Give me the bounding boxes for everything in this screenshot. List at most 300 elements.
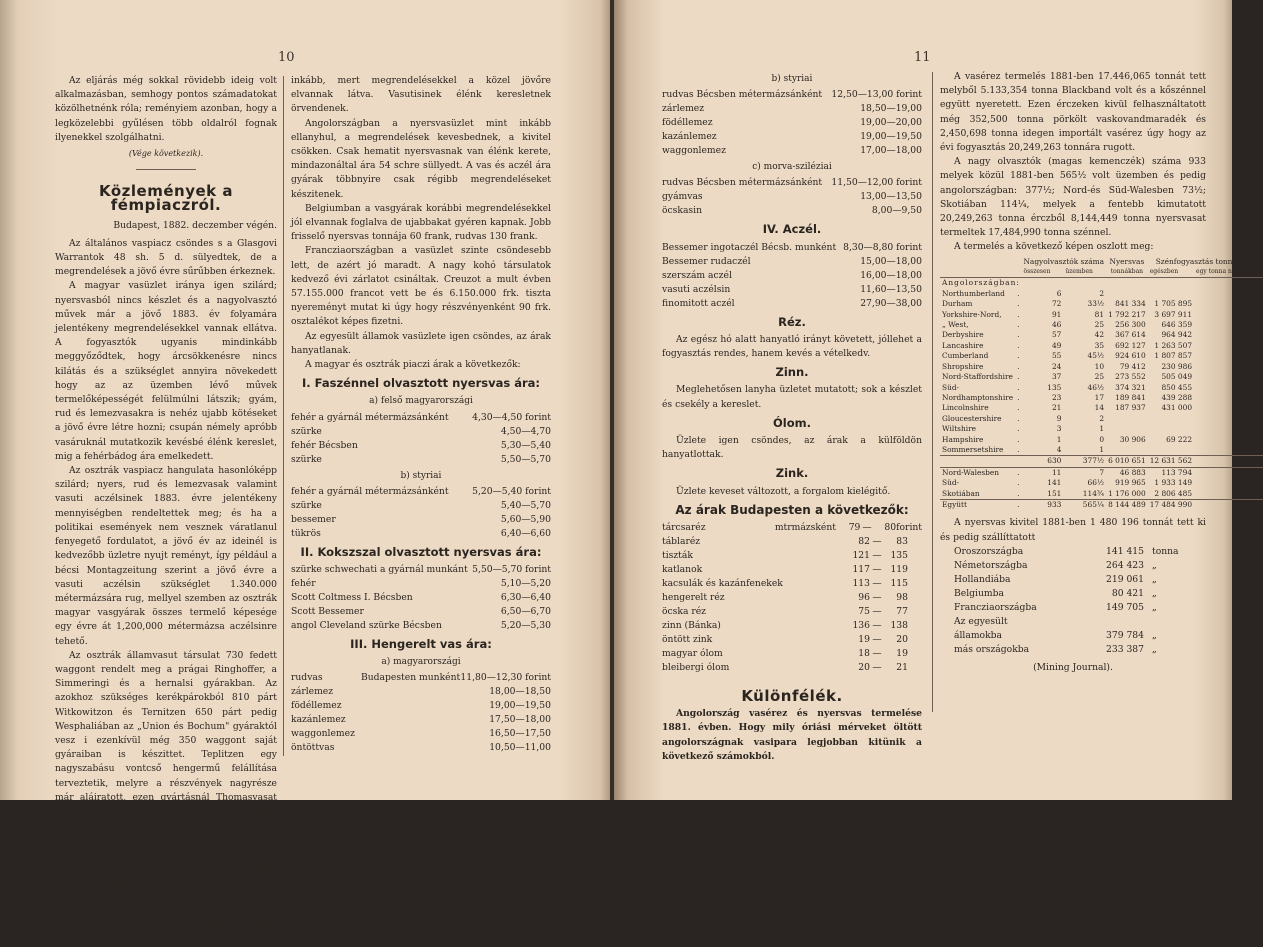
price-place bbox=[361, 713, 441, 727]
table-cell: Nord-Staffordshire bbox=[942, 372, 1013, 382]
price-value: 5,50—5,70 forint bbox=[472, 564, 551, 576]
table-cell: 2,06 bbox=[1244, 309, 1262, 319]
table-cell: 55 bbox=[1051, 351, 1062, 361]
table-cell: 3 bbox=[1056, 424, 1062, 434]
price-row bbox=[291, 425, 551, 439]
price-value: 13,00—13,50 bbox=[860, 191, 922, 203]
metal-unit bbox=[782, 647, 844, 661]
table-cell: 1 705 895 bbox=[1154, 299, 1193, 309]
table-cell: . bbox=[1017, 467, 1020, 477]
section-1-sub-1: a) felső magyarországi bbox=[369, 396, 473, 407]
budapest-price-row bbox=[662, 521, 922, 535]
header-furnaces: Nagyolvasztók száma bbox=[1023, 256, 1105, 266]
price-label: szürke bbox=[291, 499, 322, 511]
metal-unit bbox=[782, 563, 844, 577]
table-cell: . bbox=[1017, 382, 1020, 392]
table-row bbox=[940, 489, 1263, 500]
price-value: 19,00—19,50 bbox=[489, 700, 551, 712]
price-value: 19,00—20,00 bbox=[860, 117, 922, 129]
metal-unit bbox=[782, 605, 844, 619]
budapest-price-row bbox=[662, 661, 922, 675]
table-cell: Lancashire bbox=[942, 340, 984, 350]
price-dash: — bbox=[872, 606, 882, 618]
total-row bbox=[940, 499, 1263, 510]
kulonfelek-title: Különfélék. bbox=[741, 687, 843, 706]
price-dash: — bbox=[862, 522, 872, 534]
table-cell: 10 bbox=[1094, 361, 1105, 371]
export-row bbox=[954, 629, 1206, 643]
table-cell: 37 bbox=[1051, 372, 1062, 382]
table-cell: Gloucestershire bbox=[942, 413, 1002, 423]
price-label: Bessemer rudaczél bbox=[662, 255, 751, 267]
price-row bbox=[291, 605, 551, 619]
price-high: 80 bbox=[884, 522, 897, 534]
price-label: fehér a gyárnál métermázsánként bbox=[291, 485, 449, 497]
metal-label: katlanok bbox=[662, 564, 703, 576]
section-1-title: I. Faszénnel olvasztott nyersvas ára: bbox=[302, 376, 540, 391]
ore-paragraph: A vasérez termelés 1881-ben 17.446,065 tonnát tett melyből 5.133,354 tonna Blackband volt és a kőszénnel együtt nyeretett. Ezen érczeken kivül felhasználtatott még 352,500 tonna pörkölt vaskovandmaradék és 2,450,698 tonna idegen importált vasérez úgy hogy az évi fogyasztás 20,249,263 tonnára rugott. bbox=[940, 71, 1206, 154]
table-cell: Sommersetshire bbox=[942, 444, 1004, 454]
table-cell: Shropshire bbox=[942, 361, 984, 371]
table-cell: 79 412 bbox=[1119, 361, 1146, 371]
price-row bbox=[291, 671, 551, 685]
table-cell: 2,11 bbox=[1244, 478, 1262, 488]
price-value: 5,20—5,40 forint bbox=[472, 485, 551, 497]
table-cell: . bbox=[1017, 424, 1020, 434]
metal-label: hengerelt réz bbox=[662, 592, 725, 604]
table-cell bbox=[1148, 445, 1194, 456]
price-row bbox=[662, 88, 922, 102]
price-low: 18 bbox=[858, 648, 870, 660]
price-row bbox=[291, 727, 551, 741]
table-cell: Derbyshire bbox=[942, 330, 984, 340]
price-value: 27,90—38,00 bbox=[860, 297, 922, 309]
price-row bbox=[662, 190, 922, 204]
page-number-left: 10 bbox=[278, 50, 295, 65]
table-row bbox=[940, 330, 1263, 340]
export-intro: A nyersvas kivitel 1881-ben 1 480 196 tonnát tett ki és pedig szállíttatott bbox=[940, 517, 1206, 543]
price-value: 6,40—6,60 bbox=[500, 527, 551, 539]
price-row bbox=[291, 563, 551, 577]
table-cell: 919 965 bbox=[1115, 478, 1146, 488]
export-tons: 264 423 bbox=[1106, 559, 1144, 571]
price-currency bbox=[908, 535, 922, 549]
export-country: Oroszországba bbox=[954, 545, 1024, 557]
table-cell: 14 bbox=[1094, 403, 1105, 413]
table-cell: 57 bbox=[1051, 330, 1062, 340]
metal-label: táblaréz bbox=[662, 536, 701, 548]
budapest-prices-title: Az árak Budapesten a következők: bbox=[675, 502, 909, 517]
table-cell: Süd- bbox=[942, 478, 960, 488]
price-row bbox=[291, 453, 551, 467]
col2-paragraph-6: A magyar és osztrák piaczi árak a következők: bbox=[305, 359, 521, 371]
price-high: 115 bbox=[890, 578, 908, 590]
price-value: 11,80—12,30 forint bbox=[460, 672, 551, 684]
price-dash: — bbox=[872, 634, 882, 646]
price-currency bbox=[908, 619, 922, 633]
table-cell: 66½ bbox=[1087, 478, 1105, 488]
table-row bbox=[940, 299, 1263, 309]
metal-unit bbox=[782, 591, 844, 605]
export-row bbox=[954, 545, 1206, 559]
header-coal: Szénfogyasztás tonnákban bbox=[1155, 256, 1256, 266]
price-row bbox=[662, 144, 922, 158]
table-cell: . bbox=[1017, 299, 1020, 309]
price-dash: — bbox=[872, 550, 882, 562]
table-cell: 33½ bbox=[1087, 299, 1105, 309]
table-cell: . bbox=[1017, 403, 1020, 413]
price-row bbox=[291, 513, 551, 527]
table-cell: 72 bbox=[1051, 299, 1062, 309]
export-country: Németországba bbox=[954, 559, 1028, 571]
export-tons: 233 387 bbox=[1106, 643, 1144, 655]
table-cell bbox=[1194, 289, 1263, 299]
table-cell: 6 bbox=[1056, 288, 1062, 298]
styriai-sub: b) styriai bbox=[771, 74, 813, 84]
price-value: 8,30—8,80 forint bbox=[843, 241, 922, 253]
table-cell: 187 937 bbox=[1115, 403, 1146, 413]
export-row bbox=[954, 559, 1206, 573]
table-cell: 1,98 bbox=[1244, 351, 1262, 361]
table-cell: 3 697 911 bbox=[1154, 309, 1193, 319]
table-cell: 6 010 651 bbox=[1108, 456, 1146, 466]
table-cell: Lincolnshire bbox=[942, 403, 989, 413]
table-cell: 439 288 bbox=[1161, 392, 1193, 402]
metal-unit: mtrmázsként bbox=[774, 522, 836, 534]
table-cell: 46½ bbox=[1087, 382, 1105, 392]
subheader: tonnákban bbox=[1110, 268, 1144, 276]
price-value: 5,60—5,90 bbox=[500, 513, 551, 525]
export-unit bbox=[1144, 615, 1152, 629]
export-country: államokba bbox=[954, 629, 1003, 641]
column-divider bbox=[932, 72, 933, 712]
export-row bbox=[954, 601, 1206, 615]
distribution-intro: A termelés a következő képen oszlott meg: bbox=[954, 241, 1154, 253]
kulonfelek-text: Angolország vasérez és nyersvas termelése 1881. évben. Hogy mily óriási mérveket öltött angolországnak vasipara legjobban kitünik a következő számokból. bbox=[662, 708, 922, 762]
price-label: födéllemez bbox=[662, 117, 713, 129]
price-value: 12,50—13,00 forint bbox=[831, 89, 922, 101]
table-cell bbox=[1148, 424, 1194, 434]
price-row bbox=[291, 577, 551, 591]
table-cell: 113 794 bbox=[1161, 467, 1193, 477]
table-cell: 0 bbox=[1099, 434, 1105, 444]
price-currency bbox=[908, 563, 922, 577]
table-row bbox=[940, 467, 1263, 478]
metal-label: kacsulák és kazánfenekek bbox=[662, 578, 783, 590]
price-label: zárlemez bbox=[291, 686, 334, 698]
table-cell: . bbox=[1017, 288, 1020, 298]
table-cell: . bbox=[1017, 340, 1020, 350]
price-row bbox=[662, 283, 922, 297]
right-column-1 bbox=[662, 70, 922, 764]
subheader: egy tonna nyersvasra bbox=[1196, 268, 1262, 276]
price-low: 136 bbox=[852, 620, 870, 632]
table-cell: . bbox=[1017, 309, 1020, 319]
table-cell: 151 bbox=[1047, 488, 1062, 498]
table-cell: 1 933 149 bbox=[1154, 478, 1193, 488]
price-low: 96 bbox=[858, 592, 870, 604]
export-country: Francziaországba bbox=[954, 601, 1037, 613]
price-label: tükrös bbox=[291, 527, 321, 539]
price-row bbox=[291, 713, 551, 727]
price-dash: — bbox=[872, 620, 882, 632]
metal-unit bbox=[782, 577, 844, 591]
price-row bbox=[291, 591, 551, 605]
price-row bbox=[662, 255, 922, 269]
continued-note: (Vége következik). bbox=[128, 149, 204, 159]
paragraph-5: Németországban a vasforgalom csöndes. A nyersvas és rudvas vevők igen tartózkodó állást foglaltak el azon árcsökkenő irányzat szemben, melyet az angol és amerikai nyersvasüzlet felmutat. A német nagyolvasztó művek mindazonáltal ragaszkodnak jelen áraikhoz, annál- bbox=[55, 848, 277, 945]
table-cell: 933 bbox=[1047, 499, 1062, 509]
budapest-price-row bbox=[662, 619, 922, 633]
table-cell bbox=[940, 456, 1015, 467]
price-label: waggonlemez bbox=[291, 728, 355, 740]
table-cell: 25 bbox=[1094, 320, 1105, 330]
table-cell: 1 bbox=[1056, 434, 1062, 444]
col2-paragraph-4: Francziaországban a vasüzlet szinte csöndesebb lett, de azért jó maradt. A nagy kohó társulatok kedvező évi zárlatot csináltak. Creuzot a mult évben 57.155.000 francot vett be és 6.150.000 frk. tiszta nyereményt mutat ki úgy hogy részvényenként 90 frk. osztalékot képes fizetni. bbox=[291, 245, 551, 328]
budapest-price-list bbox=[662, 521, 922, 675]
price-label: szürke bbox=[291, 453, 322, 465]
price-row bbox=[291, 439, 551, 453]
table-cell bbox=[1194, 424, 1263, 434]
budapest-price-row bbox=[662, 563, 922, 577]
price-dash: — bbox=[872, 662, 882, 674]
price-label: öntöttvas bbox=[291, 742, 335, 754]
section-title: Közlemények a fémpiaczról. bbox=[99, 182, 233, 215]
table-row bbox=[940, 289, 1263, 299]
price-label: angol Cleveland szürke Bécsben bbox=[291, 620, 442, 632]
price-value: 8,00—9,50 bbox=[871, 205, 922, 217]
table-cell: 841 334 bbox=[1115, 299, 1146, 309]
price-value: 15,00—18,00 bbox=[860, 255, 922, 267]
table-cell: . bbox=[1017, 320, 1020, 330]
metal-label: tiszták bbox=[662, 550, 693, 562]
table-cell: 692 127 bbox=[1115, 340, 1146, 350]
price-currency bbox=[908, 577, 922, 591]
section-2-title: II. Kokszszal olvasztott nyersvas ára: bbox=[300, 544, 542, 559]
table-cell: 2,28 bbox=[1244, 382, 1262, 392]
price-currency bbox=[908, 549, 922, 563]
budapest-price-row bbox=[662, 633, 922, 647]
table-cell: 1,81 bbox=[1244, 340, 1262, 350]
col2-paragraph-5: Az egyesült államok vasüzlete igen csöndes, az árak hanyatlanak. bbox=[291, 330, 551, 356]
table-cell: 12 631 562 bbox=[1149, 456, 1193, 466]
price-high: 119 bbox=[890, 564, 908, 576]
table-cell: Hampshire bbox=[942, 434, 984, 444]
table-cell: . bbox=[1017, 499, 1020, 509]
table-cell: . bbox=[1017, 392, 1020, 402]
price-place bbox=[361, 685, 441, 699]
table-cell bbox=[1148, 289, 1194, 299]
table-row bbox=[940, 424, 1263, 434]
column-divider bbox=[283, 76, 284, 756]
table-row bbox=[940, 362, 1263, 372]
zink-text: Üzlete keveset változott, a forgalom kielégitő. bbox=[676, 485, 891, 497]
price-value: 6,50—6,70 bbox=[500, 606, 551, 618]
table-cell: 2 bbox=[1099, 413, 1105, 423]
table-cell: 256 300 bbox=[1115, 320, 1146, 330]
price-value: 10,50—11,00 bbox=[489, 742, 551, 754]
price-row bbox=[291, 485, 551, 499]
table-cell: 9 bbox=[1056, 413, 1062, 423]
table-cell bbox=[1106, 414, 1148, 424]
table-cell: 23 bbox=[1051, 392, 1062, 402]
table-cell: 69 222 bbox=[1166, 434, 1193, 444]
price-currency bbox=[908, 605, 922, 619]
table-cell bbox=[1106, 445, 1148, 456]
table-cell: Yorkshire-Nord, bbox=[942, 309, 1002, 319]
price-row bbox=[291, 685, 551, 699]
subheader: üzemben bbox=[1065, 268, 1093, 276]
price-high: 135 bbox=[890, 550, 908, 562]
export-tons: 80 421 bbox=[1111, 587, 1144, 599]
table-row bbox=[940, 383, 1263, 393]
price-label: gyámvas bbox=[662, 191, 703, 203]
export-row bbox=[954, 615, 1206, 629]
export-unit: „ bbox=[1152, 559, 1157, 571]
metal-label: bleibergi ólom bbox=[662, 662, 730, 674]
price-row bbox=[291, 699, 551, 713]
table-cell: . bbox=[1017, 351, 1020, 361]
table-cell: 1 bbox=[1099, 424, 1105, 434]
table-cell: 7 bbox=[1099, 467, 1105, 477]
price-label: kazánlemez bbox=[291, 714, 346, 726]
price-high: 20 bbox=[896, 634, 908, 646]
rez-text: Az egész hó alatt hanyatló irányt követett, jóllehet a fogyasztás rendes, hanem kevés a vételkedv. bbox=[662, 333, 922, 360]
table-cell: Durham bbox=[942, 299, 973, 309]
table-cell: 42 bbox=[1094, 330, 1105, 340]
price-value: 16,00—18,00 bbox=[860, 269, 922, 281]
price-label: fehér bbox=[291, 578, 316, 590]
table-cell: 850 455 bbox=[1161, 382, 1193, 392]
export-unit: „ bbox=[1152, 629, 1157, 641]
table-cell: 565¼ bbox=[1082, 499, 1105, 509]
price-row bbox=[291, 619, 551, 633]
price-dash: — bbox=[872, 564, 882, 576]
metal-unit bbox=[782, 549, 844, 563]
table-cell: 377½ bbox=[1082, 456, 1105, 466]
metal-label: magyar ólom bbox=[662, 648, 723, 660]
price-low: 113 bbox=[852, 578, 870, 590]
subheader: egészben bbox=[1149, 268, 1179, 276]
export-row bbox=[954, 573, 1206, 587]
table-cell: 4 bbox=[1056, 444, 1062, 454]
export-tons: 141 415 bbox=[1106, 545, 1144, 557]
price-low: 19 bbox=[858, 634, 870, 646]
price-high: 83 bbox=[896, 536, 908, 548]
table-cell: 24 bbox=[1051, 361, 1062, 371]
price-row bbox=[291, 527, 551, 541]
table-group-label: Angolországban: bbox=[942, 278, 1020, 288]
table-row bbox=[940, 310, 1263, 320]
table-cell: 141 bbox=[1047, 478, 1062, 488]
price-value: 5,40—5,70 bbox=[500, 499, 551, 511]
left-page bbox=[0, 0, 612, 945]
metal-unit bbox=[782, 619, 844, 633]
table-cell: „ West, bbox=[942, 320, 969, 330]
section-3-title: III. Hengerelt vas ára: bbox=[350, 637, 492, 652]
price-row bbox=[662, 102, 922, 116]
price-label: szürke bbox=[291, 425, 322, 437]
table-row bbox=[940, 403, 1263, 413]
dateline: Budapest, 1882. deczember végén. bbox=[113, 219, 277, 231]
col2-paragraph-1: inkább, mert megrendelésekkel a közel jövőre elvannak látva. Vasutisinek élénk keresletnek örvendenek. bbox=[291, 75, 551, 115]
subheader: összesen bbox=[1023, 268, 1051, 276]
export-row bbox=[954, 587, 1206, 601]
section-1-sub-2: b) styriai bbox=[400, 470, 442, 481]
table-cell: 46 bbox=[1051, 320, 1062, 330]
price-place bbox=[361, 727, 441, 741]
price-list bbox=[662, 241, 922, 311]
price-label: Scott Bessemer bbox=[291, 606, 364, 618]
price-value: 19,00—19,50 bbox=[860, 131, 922, 143]
price-dash: — bbox=[872, 648, 882, 660]
table-cell: 2,15 bbox=[1244, 499, 1262, 509]
export-tons: 149 705 bbox=[1106, 601, 1144, 613]
budapest-price-row bbox=[662, 577, 922, 591]
price-low: 75 bbox=[858, 606, 870, 618]
price-value: 5,50—5,70 bbox=[500, 453, 551, 465]
export-tons bbox=[1084, 615, 1144, 629]
table-cell: 2,09 bbox=[1244, 361, 1262, 371]
price-row bbox=[291, 741, 551, 755]
budapest-price-row bbox=[662, 591, 922, 605]
table-cell: 431 000 bbox=[1161, 403, 1193, 413]
table-cell: 2 806 485 bbox=[1154, 488, 1193, 498]
price-value: 6,30—6,40 bbox=[500, 592, 551, 604]
page-number-right: 11 bbox=[914, 50, 931, 65]
price-value: 11,60—13,50 bbox=[860, 283, 922, 295]
price-value: 11,50—12,00 forint bbox=[831, 177, 922, 189]
export-country: Hollandiába bbox=[954, 573, 1011, 585]
price-row bbox=[291, 499, 551, 513]
metal-unit bbox=[782, 535, 844, 549]
table-cell: 646 359 bbox=[1161, 320, 1193, 330]
table-cell: 8 144 489 bbox=[1108, 499, 1146, 509]
right-page bbox=[614, 0, 1262, 800]
price-label: öcskasin bbox=[662, 205, 703, 217]
table-cell: 35 bbox=[1094, 340, 1105, 350]
paragraph-3: Az osztrák vaspiacz hangulata hasonlóképp szilárd; nyers, rud és lemezvasak valamint vasuti aczélsinek 1883. évre jelentékeny mennyiségben rendeltettek meg; és ha a politikai események nem vesznek váratlanul fenyegető fordulatot, a jövő év az ideinél is kedvezőbb üzletre nyujt reményt, így például a bécsi Montagzeitung szerint a jövő évre a vasuti aczélsin szükséglet 1.340.000 métermázsára rug, mellyel szemben az osztrák magyar vasgyárak összes termelő képesége egy évre át 1,200,000 métermázsa aczélsinre tehető. bbox=[55, 465, 277, 647]
price-label: szürke schwechati a gyárnál munkánt bbox=[291, 564, 468, 576]
table-cell bbox=[1194, 445, 1263, 456]
price-row bbox=[662, 130, 922, 144]
metal-label: öcska réz bbox=[662, 606, 707, 618]
table-row bbox=[940, 393, 1263, 403]
price-high: 98 bbox=[896, 592, 908, 604]
table-row bbox=[940, 435, 1263, 445]
price-value: 16,50—17,50 bbox=[489, 728, 551, 740]
table-cell: 374 321 bbox=[1115, 382, 1146, 392]
table-row bbox=[940, 351, 1263, 361]
subtotal-row bbox=[940, 456, 1263, 467]
price-value: 17,00—18,00 bbox=[860, 145, 922, 157]
olom-text: Üzlete igen csöndes, az árak a külföldön hanyatlottak. bbox=[662, 435, 922, 461]
rez-title: Réz. bbox=[778, 314, 806, 329]
price-label: rudvas Bécsben métermázsánként bbox=[662, 89, 823, 101]
price-low: 20 bbox=[858, 662, 870, 674]
table-row bbox=[940, 445, 1263, 456]
price-label: Scott Coltmess I. Bécsben bbox=[291, 592, 413, 604]
table-cell: Wiltshire bbox=[942, 424, 976, 434]
table-cell: 2,15 bbox=[1244, 456, 1262, 466]
table-cell: 49 bbox=[1051, 340, 1062, 350]
acel-title: IV. Aczél. bbox=[762, 222, 822, 237]
olom-title: Ólom. bbox=[773, 415, 811, 430]
price-low: 79 bbox=[848, 522, 861, 534]
price-label: szerszám aczél bbox=[662, 269, 732, 281]
table-cell: 2,62 bbox=[1244, 392, 1262, 402]
table-cell: . bbox=[1017, 361, 1020, 371]
